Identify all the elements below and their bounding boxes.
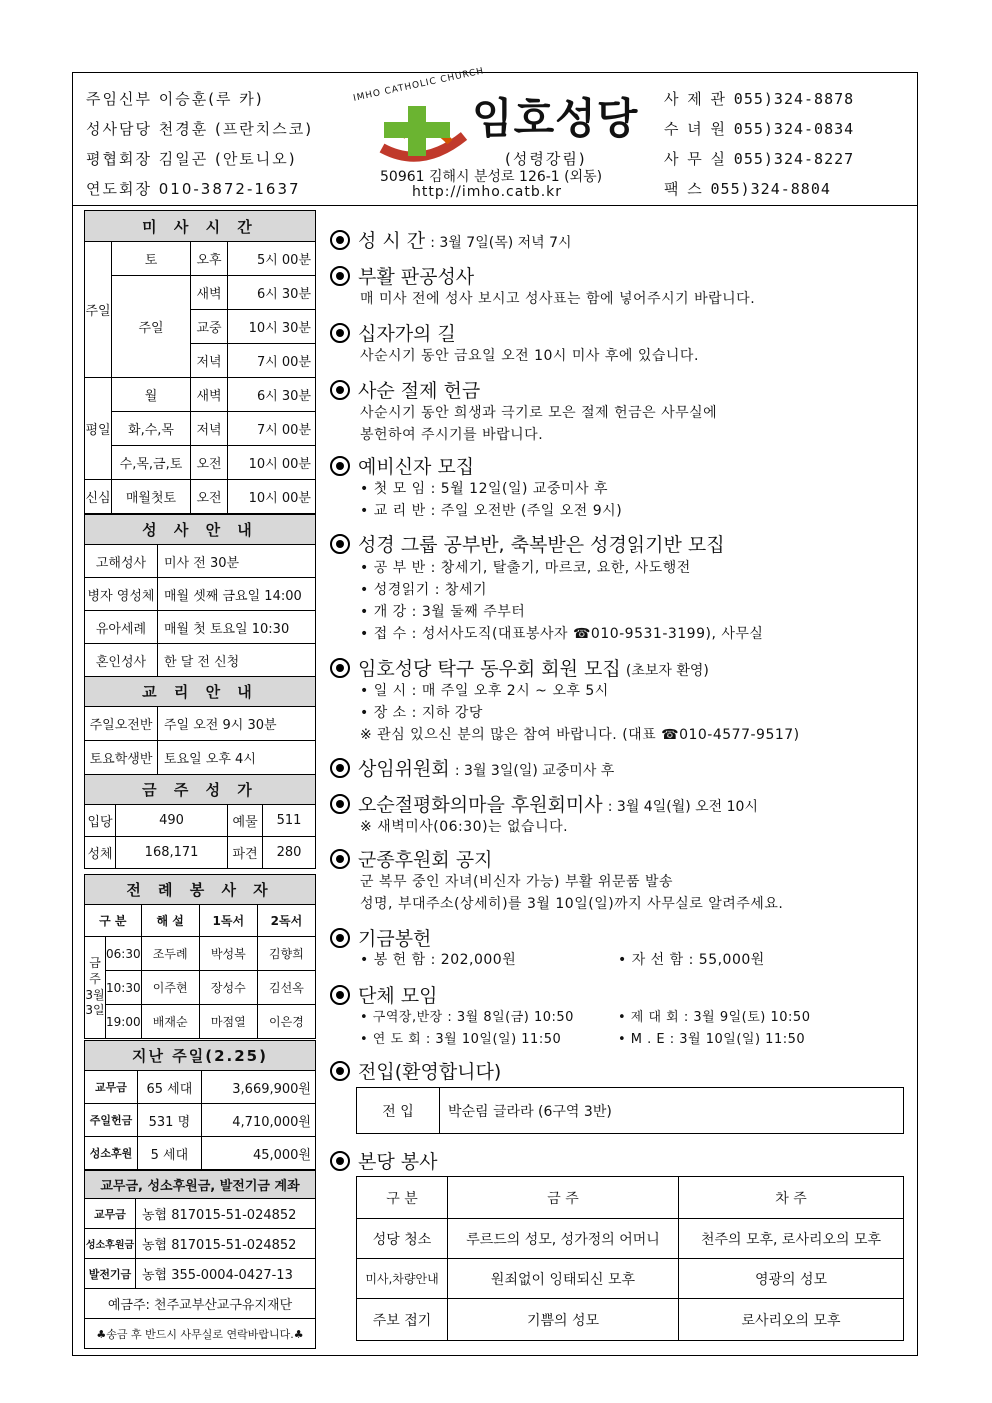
catechism-table	[84, 676, 316, 775]
sacrament-name: 병자 영성체	[85, 578, 158, 611]
mass-time: 6시 30분	[228, 276, 316, 310]
mass-day: 월	[112, 378, 191, 412]
notice-text: ※ 새벽미사(06:30)는 없습니다.	[360, 819, 569, 835]
sacrament-info: 한 달 전 신청	[158, 644, 316, 677]
notice-text: • 첫 모 임 : 5월 12일(일) 교중미사 후	[360, 481, 608, 497]
notice-text: • 공 부 반 : 창세기, 탈출기, 마르코, 요한, 사도행전	[360, 560, 691, 576]
notice-duty: 본당 봉사	[330, 1147, 437, 1174]
sunday-label: 주일	[85, 242, 112, 378]
bullet-icon	[330, 266, 350, 286]
bullet-icon	[330, 758, 350, 778]
account-type: 교무금	[85, 1199, 136, 1229]
notice-bible-study: 성경 그룹 공부반, 축복받은 성경읽기반 모집	[330, 530, 725, 557]
hymn-table	[84, 774, 316, 869]
mass-day: 토	[112, 242, 191, 276]
last-week-title: 지난 주일(2.25)	[85, 1041, 316, 1071]
class-name: 토요학생반	[85, 741, 158, 775]
church-title: 임호성당	[472, 94, 639, 143]
offering-amount: 45,000원	[201, 1137, 315, 1170]
servers-title: 전 례 봉 사 자	[85, 875, 316, 905]
bullet-icon	[330, 534, 350, 554]
account-holder: 예금주: 천주교부산교구유지재단	[85, 1289, 316, 1319]
hymn-label: 입당	[85, 805, 116, 837]
mass-period: 저녁	[191, 412, 228, 446]
servers-table	[84, 874, 316, 1039]
hymn-label: 예물	[228, 805, 263, 837]
bullet-icon	[330, 380, 350, 400]
council-line: 평협회장 김일곤 (안토니오)	[86, 150, 297, 168]
church-address: 50961 김해시 분성로 126-1 (외동)	[380, 169, 603, 185]
notice-peace-village: 오순절평화의마을 후원회미사 : 3월 4일(월) 오전 10시	[330, 790, 758, 817]
hymn-number: 280	[263, 837, 316, 869]
bullet-icon	[330, 230, 350, 250]
weekday-label: 평일	[85, 378, 112, 480]
class-time: 주일 오전 9시 30분	[158, 707, 316, 741]
pastor-line: 주임신부 이승훈(루 카)	[86, 90, 264, 108]
hymn-number: 490	[116, 805, 228, 837]
offering-type: 주일헌금	[85, 1104, 138, 1137]
notice-text: • 연 도 회 : 3월 10일(일) 11:50	[360, 1032, 562, 1047]
notice-text: 사순시기 동안 금요일 오전 10시 미사 후에 있습니다.	[360, 348, 699, 364]
servers-head: 1독서	[199, 905, 257, 937]
bullet-icon	[330, 658, 350, 678]
class-time: 토요일 오후 4시	[158, 741, 316, 775]
contact-rectory: 사 제 관 055)324-8878	[664, 90, 855, 108]
newcomer-value: 박순림 글라라 (6구역 3반)	[440, 1088, 904, 1134]
notice-text: • 자 선 함 : 55,000원	[618, 952, 765, 968]
offering-count: 5 세대	[138, 1137, 202, 1170]
duty-cell: 로사리오의 모후	[679, 1299, 904, 1341]
church-subtitle: (성령강림)	[505, 150, 587, 168]
duty-cell: 성당 청소	[357, 1219, 448, 1259]
notice-text: ※ 관심 있으신 분의 많은 참여 바랍니다. (대표 ☎010-4577-9517)	[360, 727, 800, 743]
mass-period: 새벽	[191, 276, 228, 310]
newcomers-table	[356, 1087, 904, 1134]
bullet-icon	[330, 1061, 350, 1081]
mass-time: 7시 00분	[228, 344, 316, 378]
yeondo-line: 연도회장 010-3872-1637	[86, 180, 301, 198]
notice-text: • 제 대 회 : 3월 9일(토) 10:50	[618, 1010, 811, 1025]
bullet-icon	[330, 323, 350, 343]
offering-count: 531 명	[138, 1104, 202, 1137]
server-time: 10:30	[106, 971, 142, 1005]
offering-count: 65 세대	[138, 1071, 202, 1104]
notice-text: • M . E : 3월 10일(일) 11:50	[618, 1032, 806, 1047]
servers-head: 해 설	[141, 905, 199, 937]
sacrament-name: 고해성사	[85, 545, 158, 578]
accounts-table	[84, 1170, 316, 1349]
church-url[interactable]: http://imho.catb.kr	[412, 184, 563, 200]
mass-day: 매월첫토	[112, 480, 191, 514]
bullet-icon	[330, 985, 350, 1005]
duty-cell: 주보 접기	[357, 1299, 448, 1341]
notice-groups: 단체 모임	[330, 981, 437, 1008]
server-name: 이은경	[257, 1005, 315, 1039]
contact-convent: 수 녀 원 055)324-0834	[664, 120, 855, 138]
notice-text: 봉헌하여 주시기를 바랍니다.	[360, 427, 544, 443]
duty-head: 구 분	[357, 1177, 448, 1219]
notice-newcomers: 전입(환영합니다)	[330, 1057, 501, 1084]
hymn-label: 성체	[85, 837, 116, 869]
account-type: 성소후원금	[85, 1229, 136, 1259]
mass-period: 교중	[191, 310, 228, 344]
assistant-line: 성사담당 천경훈 (프란치스코)	[86, 120, 314, 138]
contact-office: 사 무 실 055)324-8227	[664, 150, 855, 168]
mass-period: 오전	[191, 480, 228, 514]
server-time: 19:00	[106, 1005, 142, 1039]
notice-text: 군 복무 중인 자녀(비신자 가능) 부활 위문품 발송	[360, 874, 674, 890]
sacrament-name: 유아세례	[85, 611, 158, 644]
mass-title: 미 사 시 간	[85, 211, 316, 242]
notice-catechumen: 예비신자 모집	[330, 452, 474, 479]
notice-lent-offering: 사순 절제 헌금	[330, 376, 480, 403]
class-name: 주일오전반	[85, 707, 158, 741]
contact-fax: 팩 스 055)324-8804	[664, 180, 831, 198]
sacrament-name: 혼인성사	[85, 644, 158, 677]
sacrament-table	[84, 514, 316, 677]
bullet-icon	[330, 456, 350, 476]
duty-head: 금 주	[448, 1177, 679, 1219]
bullet-icon	[330, 794, 350, 814]
church-logo-icon	[372, 96, 472, 168]
notice-text: 매 미사 전에 성사 보시고 성사표는 함에 넣어주시기 바랍니다.	[360, 291, 756, 307]
notice-text: • 구역장,반장 : 3월 8일(금) 10:50	[360, 1010, 574, 1025]
accounts-title: 교무금, 성소후원금, 발전기금 계좌	[85, 1171, 316, 1199]
duty-head: 차 주	[679, 1177, 904, 1219]
server-name: 박성복	[199, 937, 257, 971]
account-type: 발전기금	[85, 1259, 136, 1289]
bullet-icon	[330, 849, 350, 869]
catechism-title: 교 리 안 내	[85, 677, 316, 707]
duty-cell: 원죄없이 잉태되신 모후	[448, 1259, 679, 1299]
mass-time-table	[84, 210, 316, 514]
notice-text: • 장 소 : 지하 강당	[360, 705, 483, 721]
notice-text: 사순시기 동안 희생과 극기로 모은 절제 헌금은 사무실에	[360, 405, 718, 421]
notice-text: • 일 시 : 매 주일 오후 2시 ~ 오후 5시	[360, 683, 609, 699]
logo-arc-text: IMHO CATHOLIC CHURCH	[352, 66, 486, 104]
account-note: ♣송금 후 반드시 사무실로 연락바랍니다.♣	[85, 1319, 316, 1349]
mass-period: 새벽	[191, 378, 228, 412]
hymn-label: 파견	[228, 837, 263, 869]
notice-confession: 부활 판공성사	[330, 262, 474, 289]
mass-time: 10시 00분	[228, 446, 316, 480]
notice-stations: 십자가의 길	[330, 319, 456, 346]
server-name: 이주현	[141, 971, 199, 1005]
server-time: 06:30	[106, 937, 142, 971]
notice-fund: 기금봉헌	[330, 924, 431, 951]
mass-time: 5시 00분	[228, 242, 316, 276]
mass-day: 주일	[112, 276, 191, 378]
mass-day: 화,수,목	[112, 412, 191, 446]
server-name: 장성수	[199, 971, 257, 1005]
server-name: 조두례	[141, 937, 199, 971]
duty-table	[356, 1176, 904, 1341]
mass-period: 오전	[191, 446, 228, 480]
notice-pingpong: 임호성당 탁구 동우회 회원 모집 (초보자 환영)	[330, 654, 709, 681]
mass-time: 7시 00분	[228, 412, 316, 446]
hymn-number: 511	[263, 805, 316, 837]
servers-date: 금주 3월 3일	[85, 937, 106, 1039]
bullet-icon	[330, 1151, 350, 1171]
sacrament-title: 성 사 안 내	[85, 515, 316, 545]
servers-head: 구 분	[85, 905, 142, 937]
duty-cell: 루르드의 성모, 성가정의 어머니	[448, 1219, 679, 1259]
sacrament-info: 미사 전 30분	[158, 545, 316, 578]
special-label: 신심	[85, 480, 112, 514]
mass-day: 수,목,금,토	[112, 446, 191, 480]
last-week-table	[84, 1040, 316, 1170]
duty-cell: 미사,차량안내	[357, 1259, 448, 1299]
header-divider	[72, 205, 918, 206]
account-number: 농협 817015-51-024852	[136, 1229, 316, 1259]
server-name: 배재순	[141, 1005, 199, 1039]
offering-amount: 3,669,900원	[201, 1071, 315, 1104]
server-name: 김향희	[257, 937, 315, 971]
account-number: 농협 817015-51-024852	[136, 1199, 316, 1229]
duty-cell: 영광의 성모	[679, 1259, 904, 1299]
mass-period: 저녁	[191, 344, 228, 378]
notice-military: 군종후원회 공지	[330, 845, 493, 872]
bullet-icon	[330, 928, 350, 948]
notice-committee: 상임위원회 : 3월 3일(일) 교중미사 후	[330, 754, 614, 781]
mass-period: 오후	[191, 242, 228, 276]
notice-text: • 봉 헌 함 : 202,000원	[360, 952, 517, 968]
notice-text: • 개 강 : 3월 둘째 주부터	[360, 604, 526, 620]
server-name: 김선옥	[257, 971, 315, 1005]
sacrament-info: 매월 셋째 금요일 14:00	[158, 578, 316, 611]
mass-time: 6시 30분	[228, 378, 316, 412]
offering-type: 교무금	[85, 1071, 138, 1104]
duty-cell: 기쁨의 성모	[448, 1299, 679, 1341]
sacrament-info: 매월 첫 토요일 10:30	[158, 611, 316, 644]
notice-text: • 교 리 반 : 주일 오전반 (주일 오전 9시)	[360, 503, 623, 519]
account-number: 농협 355-0004-0427-13	[136, 1259, 316, 1289]
mass-time: 10시 00분	[228, 480, 316, 514]
hymn-number: 168,171	[116, 837, 228, 869]
newcomer-label: 전 입	[357, 1088, 440, 1134]
notice-adoration: 성 시 간 : 3월 7일(목) 저녁 7시	[330, 226, 572, 253]
offering-type: 성소후원	[85, 1137, 138, 1170]
duty-cell: 천주의 모후, 로사리오의 모후	[679, 1219, 904, 1259]
notice-text: • 접 수 : 성서사도직(대표봉사자 ☎010-9531-3199), 사무실	[360, 626, 764, 642]
mass-time: 10시 30분	[228, 310, 316, 344]
hymn-title: 금 주 성 가	[85, 775, 316, 805]
notice-text: 성명, 부대주소(상세히)를 3월 10일(일)까지 사무실로 알려주세요.	[360, 896, 784, 912]
servers-head: 2독서	[257, 905, 315, 937]
offering-amount: 4,710,000원	[201, 1104, 315, 1137]
server-name: 마점열	[199, 1005, 257, 1039]
notice-text: • 성경읽기 : 창세기	[360, 582, 487, 598]
